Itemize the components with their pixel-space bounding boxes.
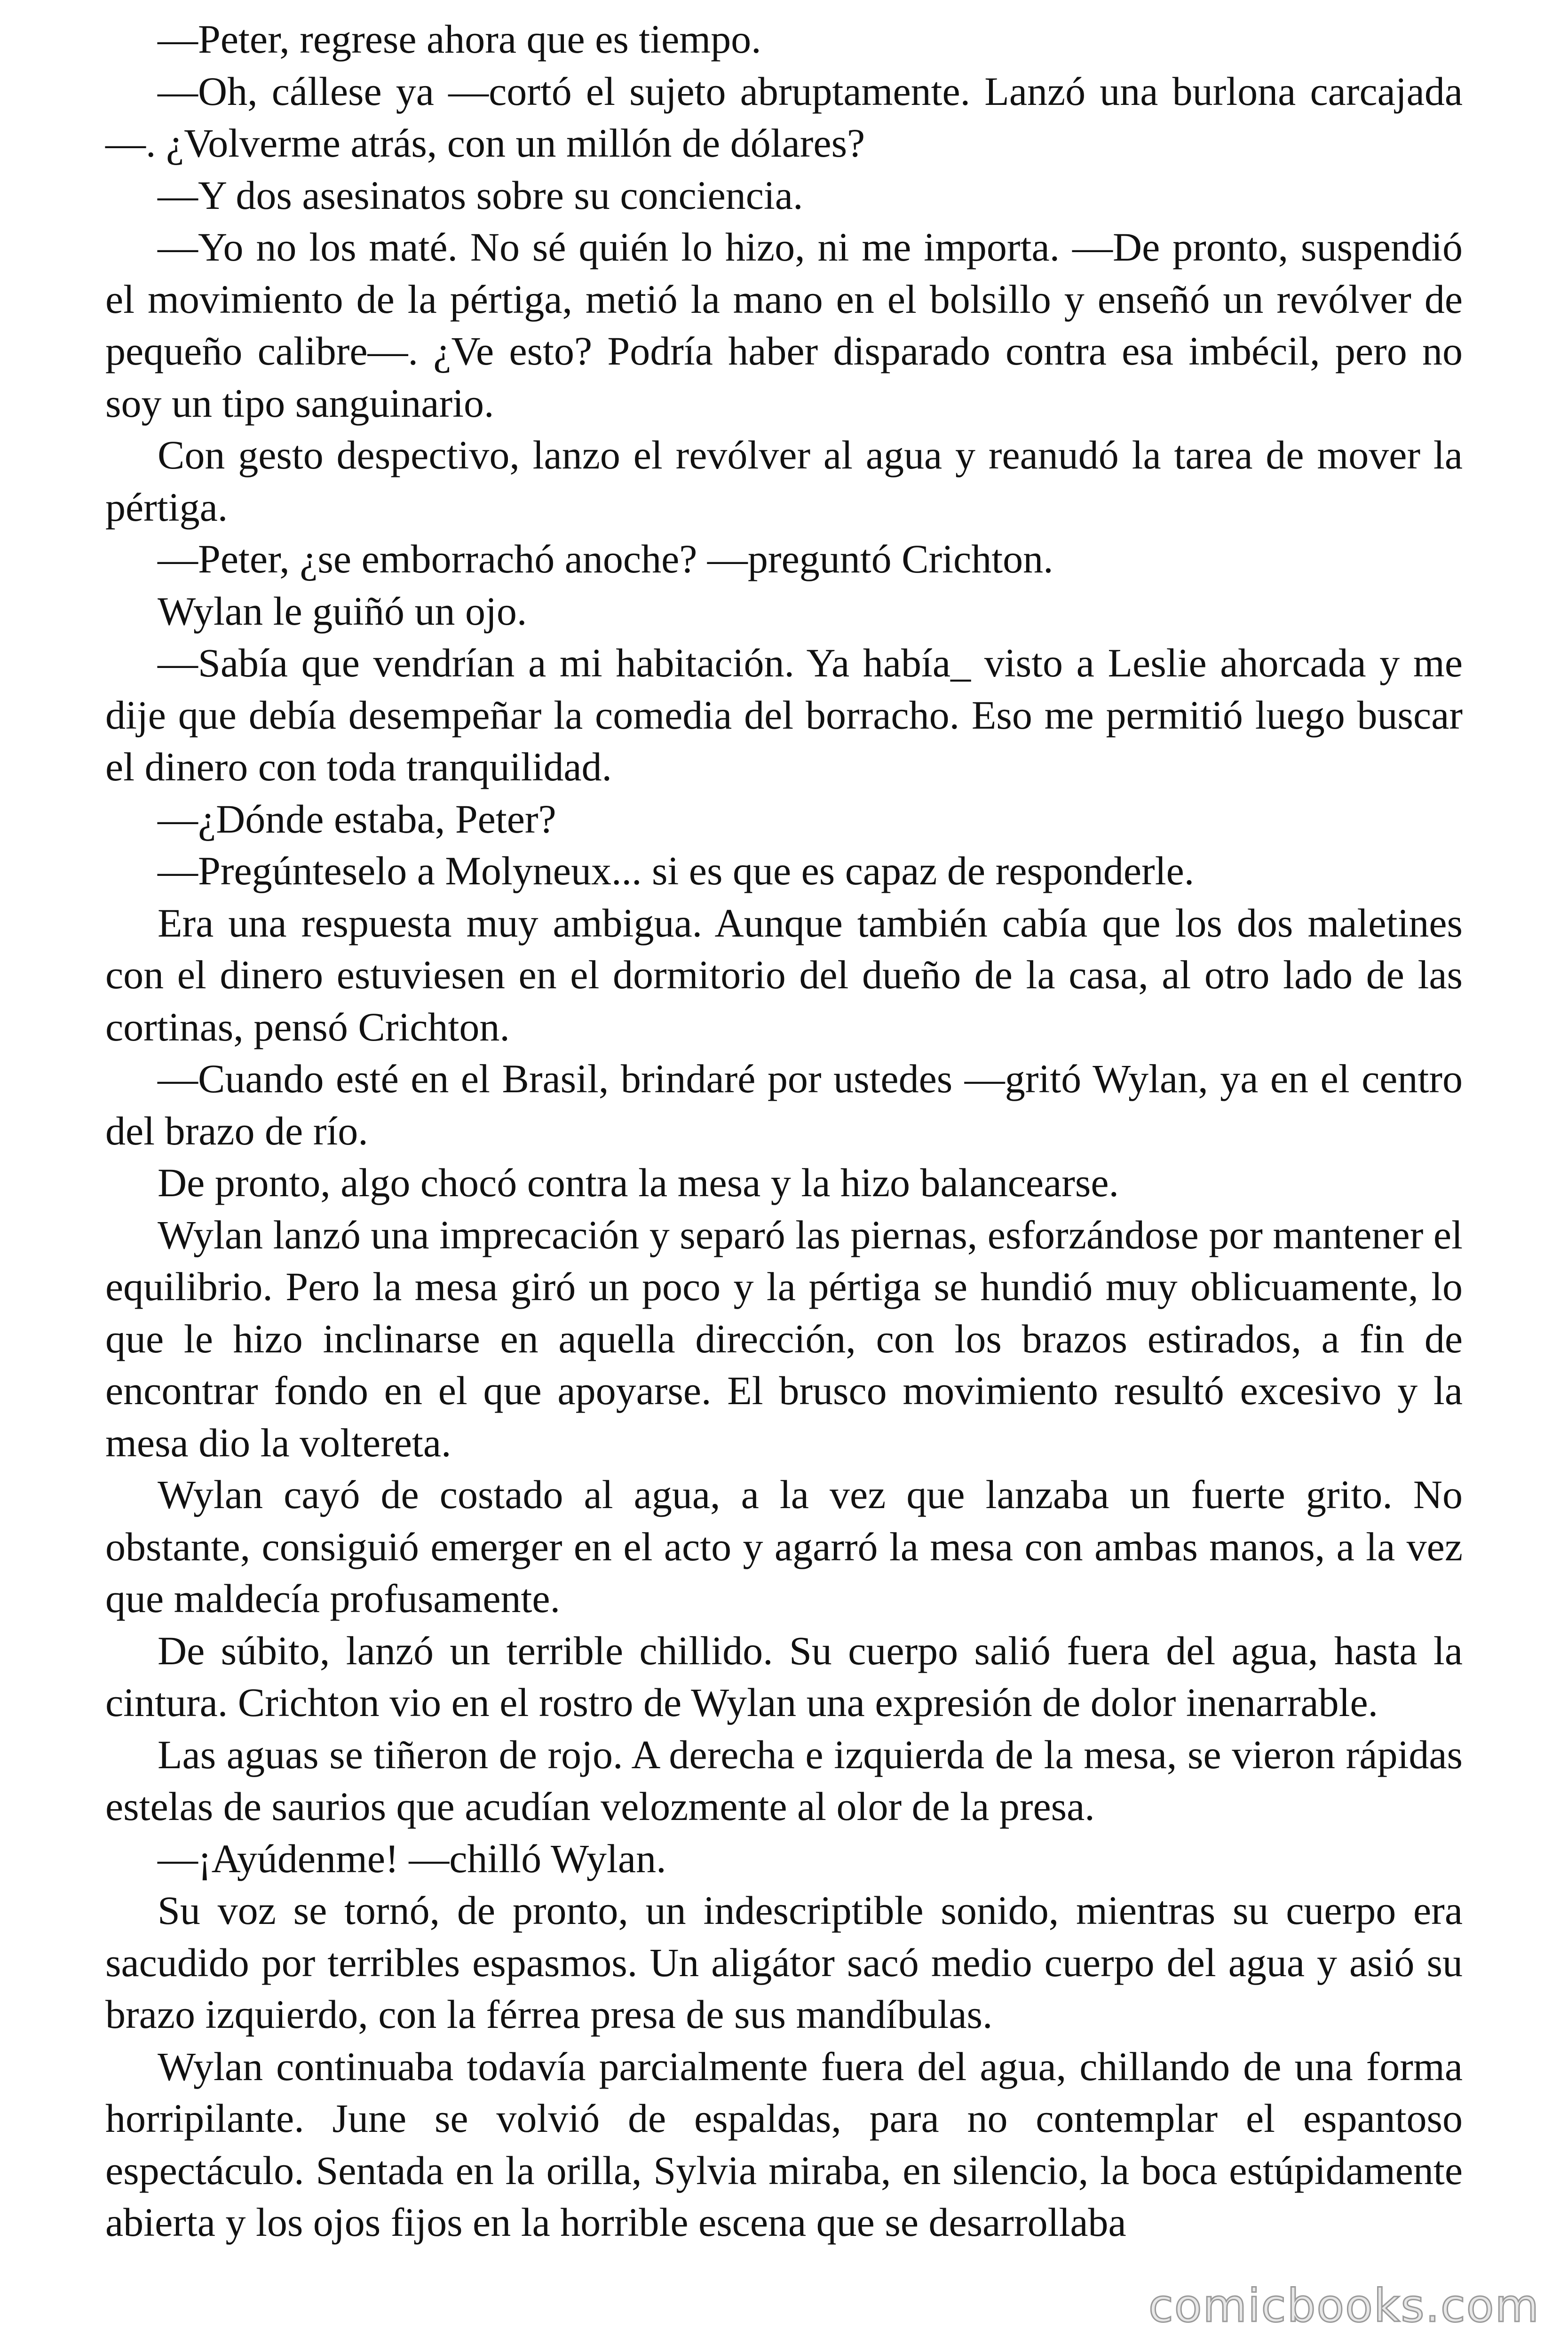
watermark: comicbooks.com: [1148, 2280, 1540, 2332]
paragraph: —Yo no los maté. No sé quién lo hizo, ni me importa. —De pronto, suspendió el movimiento de la pértiga, metió la mano en el bolsillo y enseñó un revólver de pequeño calibre—. ¿Ve esto? Podría haber disparado contra esa imbécil, pero no soy un tipo sanguinario.: [105, 224, 1463, 426]
paragraph: —Pregúnteselo a Molyneux... si es que es capaz de responderle.: [158, 848, 1195, 893]
paragraph: —Oh, cállese ya —cortó el sujeto abruptamente. Lanzó una burlona carcajada—. ¿Volverme atrás, con un millón de dólares?: [105, 68, 1463, 166]
paragraph: —Sabía que vendrían a mi habitación. Ya había_ visto a Leslie ahorcada y me dije que debía desempeñar la comedia del borracho. Eso me permitió luego buscar el dinero con toda tranquilidad.: [105, 640, 1463, 789]
paragraph: —¡Ayúdenme! —chilló Wylan.: [158, 1836, 666, 1881]
paragraph: —Y dos asesinatos sobre su conciencia.: [158, 172, 803, 218]
paragraph: —¿Dónde estaba, Peter?: [158, 796, 556, 842]
paragraph: Las aguas se tiñeron de rojo. A derecha e izquierda de la mesa, se vieron rápidas estelas de saurios que acudían velozmente al olor de la presa.: [105, 1732, 1463, 1829]
paragraph: —Peter, ¿se emborrachó anoche? —preguntó Crichton.: [158, 536, 1053, 581]
paragraph: Wylan continuaba todavía parcialmente fuera del agua, chillando de una forma horripilante. June se volvió de espaldas, para no contemplar el espantoso espectáculo. Sentada en la orilla, Sylvia miraba, en silencio, la boca estúpidamente abierta y los ojos fijos en la horrible escena que se desarrollaba: [105, 2043, 1463, 2245]
paragraph: Su voz se tornó, de pronto, un indescriptible sonido, mientras su cuerpo era sacudido por terribles espasmos. Un aligátor sacó medio cuerpo del agua y asió su brazo izquierdo, con la férrea presa de sus mandíbulas.: [105, 1888, 1463, 2037]
paragraph: De súbito, lanzó un terrible chillido. Su cuerpo salió fuera del agua, hasta la cintura. Crichton vio en el rostro de Wylan una expresión de dolor inenarrable.: [105, 1628, 1463, 1725]
paragraph: Era una respuesta muy ambigua. Aunque también cabía que los dos maletines con el dinero estuviesen en el dormitorio del dueño de la casa, al otro lado de las cortinas, pensó Crichton.: [105, 900, 1463, 1049]
paragraph: De pronto, algo chocó contra la mesa y la hizo balancearse.: [158, 1160, 1119, 1205]
paragraph: —Cuando esté en el Brasil, brindaré por ustedes —gritó Wylan, ya en el centro del brazo de río.: [105, 1056, 1463, 1153]
paragraph: —Peter, regrese ahora que es tiempo.: [158, 16, 761, 62]
page-body: [105, 13, 1463, 2249]
paragraph: Wylan le guiñó un ojo.: [158, 588, 527, 634]
paragraph: Wylan cayó de costado al agua, a la vez que lanzaba un fuerte grito. No obstante, consiguió emerger en el acto y agarró la mesa con ambas manos, a la vez que maldecía profusamente.: [105, 1472, 1463, 1621]
paragraph: Wylan lanzó una imprecación y separó las piernas, esforzándose por mantener el equilibrio. Pero la mesa giró un poco y la pértiga se hundió muy oblicuamente, lo que le hizo inclinarse en aquella dirección, con los brazos estirados, a fin de encontrar fondo en el que apoyarse. El brusco movimiento resultó excesivo y la mesa dio la voltereta.: [105, 1212, 1463, 1465]
paragraph: Con gesto despectivo, lanzo el revólver al agua y reanudó la tarea de mover la pértiga.: [105, 432, 1463, 530]
